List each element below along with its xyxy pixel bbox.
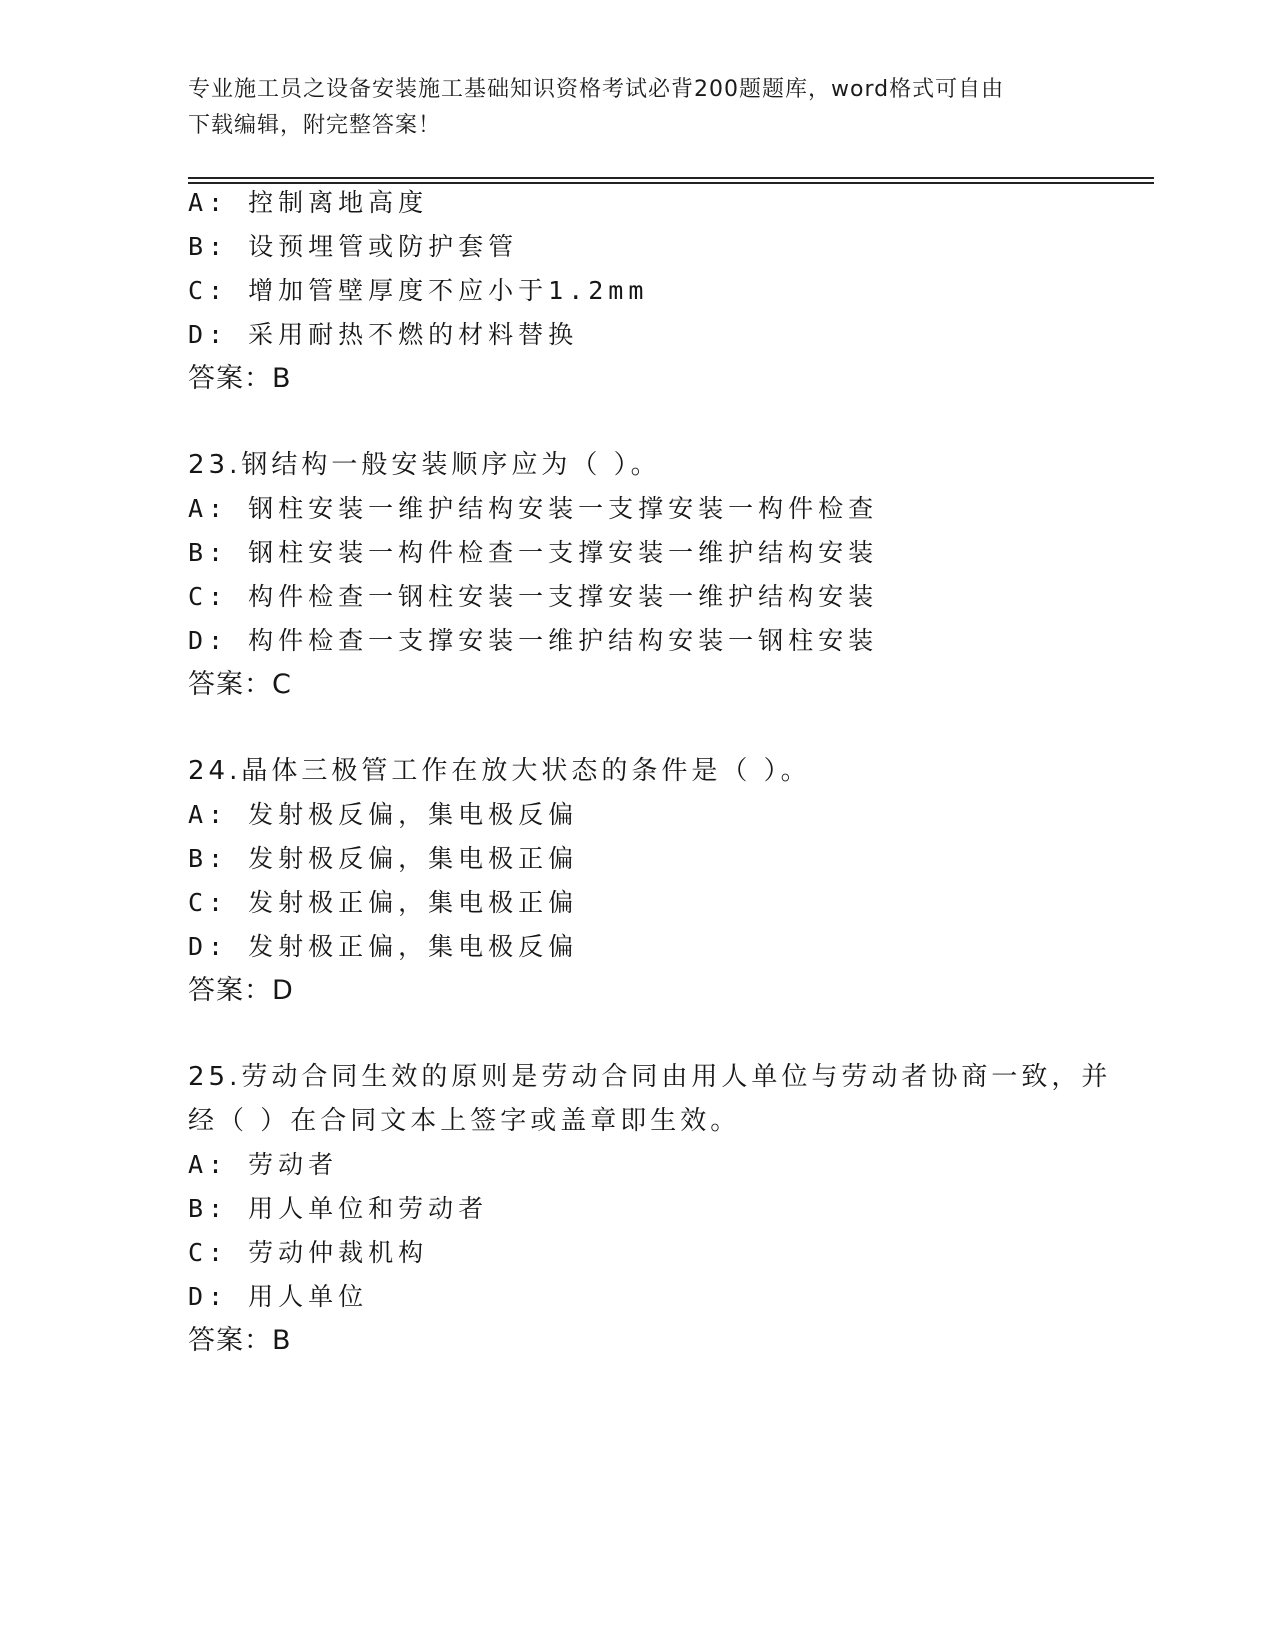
- q25-question-line-2: 经（ ）在合同文本上签字或盖章即生效。: [188, 1106, 741, 1136]
- header-line-2: 下载编辑，附完整答案！: [188, 113, 442, 138]
- q25-option-b: B: 用人单位和劳动者: [188, 1194, 489, 1223]
- q23-option-d: D: 构件检查一支撑安装一维护结构安装一钢柱安装: [188, 626, 879, 655]
- document-header: [188, 72, 1088, 144]
- q22-option-a: A: 控制离地高度: [188, 188, 429, 217]
- header-divider-bottom: [188, 182, 1154, 184]
- q24-option-a: A: 发射极反偏，集电极反偏: [188, 800, 579, 829]
- header-divider-top: [188, 177, 1154, 179]
- q22-option-d: D: 采用耐热不燃的材料替换: [188, 320, 579, 349]
- q24-option-b: B: 发射极反偏，集电极正偏: [188, 844, 579, 873]
- q24-option-c: C: 发射极正偏，集电极正偏: [188, 888, 579, 917]
- q23-answer: 答案：C: [188, 669, 292, 700]
- q24-answer: 答案：D: [188, 975, 294, 1006]
- q25-option-c: C: 劳动仲裁机构: [188, 1238, 429, 1267]
- q24-option-d: D: 发射极正偏，集电极反偏: [188, 932, 579, 961]
- q25-answer: 答案：B: [188, 1325, 292, 1356]
- q25-question-line-1: 25.劳动合同生效的原则是劳动合同由用人单位与劳动者协商一致，并: [188, 1062, 1112, 1092]
- q23-option-b: B: 钢柱安装一构件检查一支撑安装一维护结构安装: [188, 538, 879, 567]
- q23-option-c: C: 构件检查一钢柱安装一支撑安装一维护结构安装: [188, 582, 879, 611]
- q22-option-b: B: 设预埋管或防护套管: [188, 232, 519, 261]
- q22-answer: 答案：B: [188, 363, 292, 394]
- q23-option-a: A: 钢柱安装一维护结构安装一支撑安装一构件检查: [188, 494, 879, 523]
- q25-option-d: D: 用人单位: [188, 1282, 369, 1311]
- q22-option-c: C: 增加管壁厚度不应小于1.2mm: [188, 276, 649, 305]
- q24-question: 24.晶体三极管工作在放大状态的条件是（ ）。: [188, 756, 811, 786]
- header-line-1: 专业施工员之设备安装施工基础知识资格考试必背200题题库，word格式可自由: [188, 77, 1005, 102]
- q25-option-a: A: 劳动者: [188, 1150, 339, 1179]
- q23-question: 23.钢结构一般安装顺序应为（ ）。: [188, 450, 661, 480]
